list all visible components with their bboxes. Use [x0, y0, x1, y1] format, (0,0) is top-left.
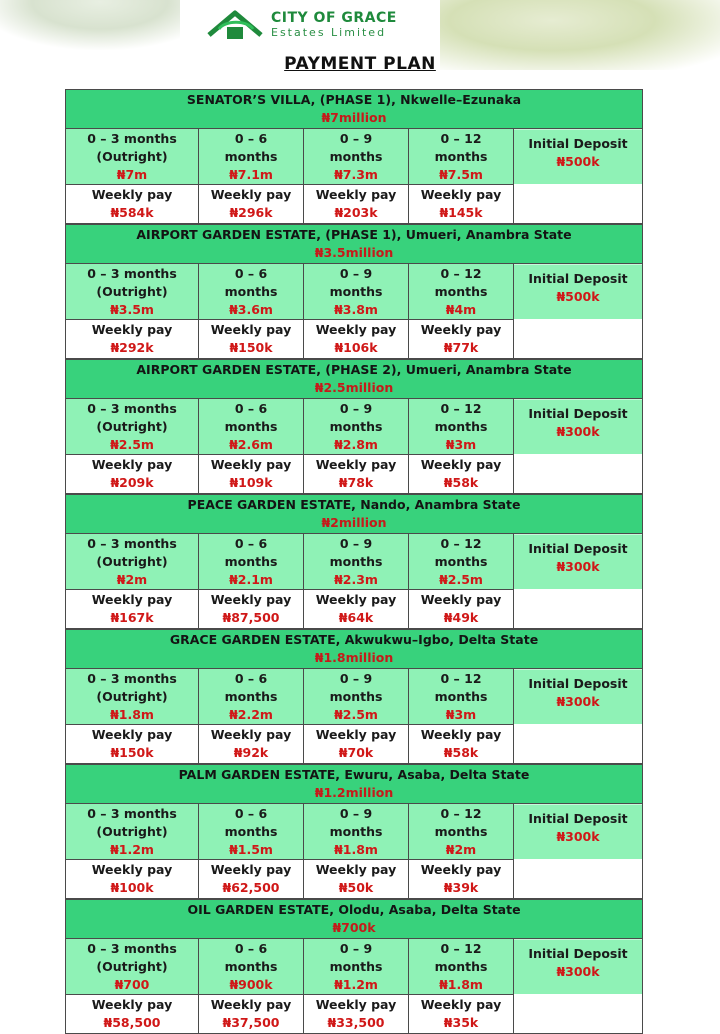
weekly-cell [199, 725, 304, 764]
estate-header [66, 90, 643, 129]
period-sublabel: months [224, 418, 278, 434]
weekly-cell [409, 725, 514, 764]
estate-price: ₦2million [321, 515, 387, 530]
weekly-cell [304, 185, 409, 224]
period-label: 0 – 6 [234, 130, 268, 146]
period-price: ₦3.5m [110, 301, 154, 317]
background-leaf-left [0, 0, 180, 50]
weekly-value: ₦87,500 [222, 610, 280, 625]
weekly-label: Weekly pay [315, 862, 397, 877]
weekly-label: Weekly pay [420, 592, 502, 607]
period-price: ₦2m [116, 571, 148, 587]
period-label: 0 – 3 months [87, 130, 177, 146]
estate-plan-table [65, 89, 643, 224]
period-cell [304, 264, 409, 320]
period-label: 0 – 12 [440, 670, 482, 686]
period-label: 0 – 9 [339, 940, 373, 956]
period-cell [304, 129, 409, 185]
weekly-value: ₦292k [110, 340, 154, 355]
period-label: 0 – 6 [234, 805, 268, 821]
weekly-value: ₦58,500 [103, 1015, 161, 1030]
period-cell [199, 534, 304, 590]
weekly-cell [304, 860, 409, 899]
period-label: 0 – 3 months [87, 805, 177, 821]
estate-name: OIL GARDEN ESTATE, Olodu, Asaba, Delta State [187, 902, 521, 917]
weekly-cell [199, 320, 304, 359]
estate-plan-table [65, 899, 643, 1034]
weekly-label: Weekly pay [315, 997, 397, 1012]
weekly-value: ₦92k [233, 745, 269, 760]
weekly-value: ₦62,500 [222, 880, 280, 895]
estate-name: GRACE GARDEN ESTATE, Akwukwu–Igbo, Delta State [169, 632, 539, 647]
period-cell [199, 129, 304, 185]
weekly-value: ₦35k [443, 1015, 479, 1030]
period-price: ₦3m [445, 706, 477, 722]
weekly-cell [199, 860, 304, 899]
period-label: 0 – 3 months [87, 400, 177, 416]
period-sublabel: months [224, 283, 278, 299]
period-cell [66, 939, 199, 995]
period-cell [66, 669, 199, 725]
deposit-cell [514, 939, 643, 1034]
period-label: 0 – 6 [234, 535, 268, 551]
weekly-label: Weekly pay [315, 322, 397, 337]
weekly-label: Weekly pay [315, 457, 397, 472]
weekly-label: Weekly pay [91, 322, 173, 337]
estate-name: SENATOR’S VILLA, (PHASE 1), Nkwelle–Ezunaka [186, 92, 522, 107]
period-sublabel: (Outright) [96, 958, 168, 974]
deposit-label: Initial Deposit [528, 271, 628, 286]
period-cell [409, 534, 514, 590]
weekly-label: Weekly pay [91, 862, 173, 877]
period-price: ₦7.1m [229, 166, 273, 182]
period-cell [199, 669, 304, 725]
weekly-label: Weekly pay [210, 997, 292, 1012]
period-price: ₦3.8m [334, 301, 378, 317]
deposit-cell [514, 534, 643, 629]
period-price: ₦2.8m [334, 436, 378, 452]
period-sublabel: months [434, 148, 488, 164]
period-sublabel: months [329, 283, 383, 299]
period-price: ₦2.5m [439, 571, 483, 587]
estate-header [66, 765, 643, 804]
estate-header [66, 495, 643, 534]
period-sublabel: months [224, 553, 278, 569]
estate-header [66, 360, 643, 399]
period-sublabel: months [434, 688, 488, 704]
estate-header [66, 900, 643, 939]
deposit-cell [514, 669, 643, 764]
deposit-cell [514, 399, 643, 494]
period-price: ₦2.6m [229, 436, 273, 452]
period-label: 0 – 3 months [87, 670, 177, 686]
deposit-value: ₦300k [556, 964, 600, 979]
period-sublabel: months [329, 148, 383, 164]
weekly-value: ₦145k [439, 205, 483, 220]
period-label: 0 – 9 [339, 535, 373, 551]
period-row [66, 669, 643, 725]
estate-plan-table [65, 224, 643, 359]
weekly-cell [409, 320, 514, 359]
period-sublabel: months [434, 823, 488, 839]
period-label: 0 – 3 months [87, 535, 177, 551]
estate-plan-table [65, 629, 643, 764]
weekly-value: ₦58k [443, 475, 479, 490]
weekly-label: Weekly pay [420, 997, 502, 1012]
weekly-cell [66, 185, 199, 224]
period-price: ₦2.1m [229, 571, 273, 587]
estate-price: ₦700k [332, 920, 376, 935]
period-sublabel: (Outright) [96, 148, 168, 164]
weekly-label: Weekly pay [315, 592, 397, 607]
period-cell [409, 129, 514, 185]
weekly-label: Weekly pay [210, 862, 292, 877]
weekly-cell [66, 860, 199, 899]
period-cell [199, 399, 304, 455]
period-label: 0 – 9 [339, 400, 373, 416]
estate-price: ₦2.5million [314, 380, 394, 395]
period-price: ₦3m [445, 436, 477, 452]
weekly-cell [409, 185, 514, 224]
weekly-value: ₦584k [110, 205, 154, 220]
period-cell [409, 669, 514, 725]
period-sublabel: months [224, 688, 278, 704]
estate-name: PEACE GARDEN ESTATE, Nando, Anambra State [187, 497, 521, 512]
deposit-label: Initial Deposit [528, 676, 628, 691]
period-price: ₦7m [116, 166, 148, 182]
period-price: ₦900k [229, 976, 273, 992]
period-label: 0 – 3 months [87, 265, 177, 281]
estate-price: ₦3.5million [314, 245, 394, 260]
deposit-value: ₦300k [556, 694, 600, 709]
weekly-value: ₦150k [110, 745, 154, 760]
weekly-cell [199, 455, 304, 494]
period-cell [304, 804, 409, 860]
period-sublabel: months [224, 823, 278, 839]
deposit-value: ₦300k [556, 829, 600, 844]
period-sublabel: months [434, 958, 488, 974]
deposit-label: Initial Deposit [528, 946, 628, 961]
weekly-cell [304, 725, 409, 764]
deposit-label: Initial Deposit [528, 406, 628, 421]
weekly-value: ₦64k [338, 610, 374, 625]
period-sublabel: (Outright) [96, 418, 168, 434]
weekly-value: ₦203k [334, 205, 378, 220]
weekly-cell [66, 320, 199, 359]
logo-house-icon [205, 5, 267, 43]
logo-name: CITY OF GRACE [271, 9, 397, 26]
period-price: ₦700 [114, 976, 150, 992]
weekly-label: Weekly pay [420, 862, 502, 877]
weekly-value: ₦106k [334, 340, 378, 355]
period-cell [199, 804, 304, 860]
page-title: PAYMENT PLAN [284, 54, 436, 74]
period-row [66, 804, 643, 860]
weekly-value: ₦296k [229, 205, 273, 220]
period-cell [66, 264, 199, 320]
period-price: ₦2.2m [229, 706, 273, 722]
period-price: ₦7.5m [439, 166, 483, 182]
weekly-label: Weekly pay [210, 187, 292, 202]
weekly-cell [199, 995, 304, 1034]
deposit-value: ₦500k [556, 289, 600, 304]
period-label: 0 – 6 [234, 670, 268, 686]
weekly-label: Weekly pay [420, 187, 502, 202]
period-row [66, 264, 643, 320]
period-cell [304, 939, 409, 995]
period-cell [66, 129, 199, 185]
period-price: ₦2.5m [110, 436, 154, 452]
period-price: ₦2m [445, 841, 477, 857]
deposit-cell [514, 129, 643, 224]
period-sublabel: (Outright) [96, 688, 168, 704]
period-price: ₦1.2m [334, 976, 378, 992]
weekly-cell [304, 320, 409, 359]
period-label: 0 – 12 [440, 130, 482, 146]
period-cell [409, 804, 514, 860]
estate-price: ₦1.2million [314, 785, 394, 800]
weekly-cell [409, 995, 514, 1034]
weekly-label: Weekly pay [420, 322, 502, 337]
weekly-cell [304, 995, 409, 1034]
period-sublabel: months [224, 958, 278, 974]
period-sublabel: months [329, 958, 383, 974]
deposit-label: Initial Deposit [528, 136, 628, 151]
period-label: 0 – 12 [440, 805, 482, 821]
period-sublabel: months [434, 283, 488, 299]
period-row [66, 129, 643, 185]
period-label: 0 – 9 [339, 670, 373, 686]
period-price: ₦2.3m [334, 571, 378, 587]
period-label: 0 – 6 [234, 400, 268, 416]
period-price: ₦1.8m [334, 841, 378, 857]
weekly-cell [199, 590, 304, 629]
period-cell [66, 534, 199, 590]
period-sublabel: (Outright) [96, 553, 168, 569]
period-cell [304, 399, 409, 455]
weekly-cell [409, 590, 514, 629]
period-label: 0 – 9 [339, 265, 373, 281]
weekly-label: Weekly pay [210, 322, 292, 337]
estate-plan-table [65, 359, 643, 494]
weekly-value: ₦70k [338, 745, 374, 760]
period-price: ₦4m [445, 301, 477, 317]
weekly-value: ₦37,500 [222, 1015, 280, 1030]
weekly-cell [409, 455, 514, 494]
weekly-value: ₦109k [229, 475, 273, 490]
period-cell [304, 669, 409, 725]
weekly-label: Weekly pay [420, 457, 502, 472]
weekly-cell [409, 860, 514, 899]
period-sublabel: months [434, 553, 488, 569]
period-sublabel: months [329, 418, 383, 434]
period-label: 0 – 3 months [87, 940, 177, 956]
weekly-value: ₦58k [443, 745, 479, 760]
weekly-cell [66, 590, 199, 629]
weekly-label: Weekly pay [210, 592, 292, 607]
period-cell [304, 534, 409, 590]
estate-name: AIRPORT GARDEN ESTATE, (PHASE 2), Umueri, Anambra State [136, 362, 572, 377]
estate-plan-table [65, 764, 643, 899]
period-cell [199, 264, 304, 320]
logo-subtitle: Estates Limited [271, 25, 387, 39]
period-price: ₦3.6m [229, 301, 273, 317]
company-logo [205, 4, 425, 44]
weekly-value: ₦167k [110, 610, 154, 625]
period-price: ₦1.5m [229, 841, 273, 857]
period-sublabel: months [224, 148, 278, 164]
period-cell [199, 939, 304, 995]
weekly-value: ₦39k [443, 880, 479, 895]
weekly-label: Weekly pay [91, 997, 173, 1012]
estate-name: AIRPORT GARDEN ESTATE, (PHASE 1), Umueri, Anambra State [136, 227, 572, 242]
weekly-label: Weekly pay [91, 457, 173, 472]
period-row [66, 534, 643, 590]
period-sublabel: months [329, 553, 383, 569]
weekly-label: Weekly pay [210, 727, 292, 742]
period-cell [66, 804, 199, 860]
period-price: ₦2.5m [334, 706, 378, 722]
deposit-label: Initial Deposit [528, 541, 628, 556]
estate-header [66, 630, 643, 669]
period-price: ₦7.3m [334, 166, 378, 182]
period-cell [409, 399, 514, 455]
weekly-value: ₦33,500 [327, 1015, 385, 1030]
period-label: 0 – 6 [234, 265, 268, 281]
estate-price: ₦7million [321, 110, 387, 125]
period-label: 0 – 12 [440, 265, 482, 281]
weekly-cell [304, 455, 409, 494]
weekly-label: Weekly pay [315, 727, 397, 742]
weekly-cell [66, 455, 199, 494]
period-sublabel: (Outright) [96, 823, 168, 839]
weekly-value: ₦50k [338, 880, 374, 895]
estate-name: PALM GARDEN ESTATE, Ewuru, Asaba, Delta State [178, 767, 530, 782]
weekly-value: ₦49k [443, 610, 479, 625]
period-cell [409, 264, 514, 320]
period-label: 0 – 12 [440, 940, 482, 956]
weekly-value: ₦100k [110, 880, 154, 895]
period-label: 0 – 12 [440, 535, 482, 551]
period-cell [66, 399, 199, 455]
estate-plan-table [65, 494, 643, 629]
period-row [66, 399, 643, 455]
period-label: 0 – 12 [440, 400, 482, 416]
deposit-cell [514, 804, 643, 899]
weekly-label: Weekly pay [210, 457, 292, 472]
weekly-value: ₦209k [110, 475, 154, 490]
deposit-value: ₦300k [556, 424, 600, 439]
weekly-label: Weekly pay [315, 187, 397, 202]
period-price: ₦1.8m [110, 706, 154, 722]
period-label: 0 – 9 [339, 130, 373, 146]
deposit-value: ₦300k [556, 559, 600, 574]
weekly-cell [66, 725, 199, 764]
period-label: 0 – 9 [339, 805, 373, 821]
weekly-cell [66, 995, 199, 1034]
weekly-label: Weekly pay [420, 727, 502, 742]
period-sublabel: (Outright) [96, 283, 168, 299]
weekly-label: Weekly pay [91, 727, 173, 742]
period-sublabel: months [329, 688, 383, 704]
weekly-cell [199, 185, 304, 224]
deposit-label: Initial Deposit [528, 811, 628, 826]
period-sublabel: months [329, 823, 383, 839]
estate-header [66, 225, 643, 264]
period-price: ₦1.2m [110, 841, 154, 857]
payment-plan-list [65, 89, 642, 1034]
deposit-value: ₦500k [556, 154, 600, 169]
weekly-value: ₦78k [338, 475, 374, 490]
period-cell [409, 939, 514, 995]
weekly-value: ₦77k [443, 340, 479, 355]
period-price: ₦1.8m [439, 976, 483, 992]
estate-price: ₦1.8million [314, 650, 394, 665]
weekly-cell [304, 590, 409, 629]
weekly-label: Weekly pay [91, 187, 173, 202]
period-row [66, 939, 643, 995]
weekly-label: Weekly pay [91, 592, 173, 607]
deposit-cell [514, 264, 643, 359]
period-label: 0 – 6 [234, 940, 268, 956]
period-sublabel: months [434, 418, 488, 434]
weekly-value: ₦150k [229, 340, 273, 355]
